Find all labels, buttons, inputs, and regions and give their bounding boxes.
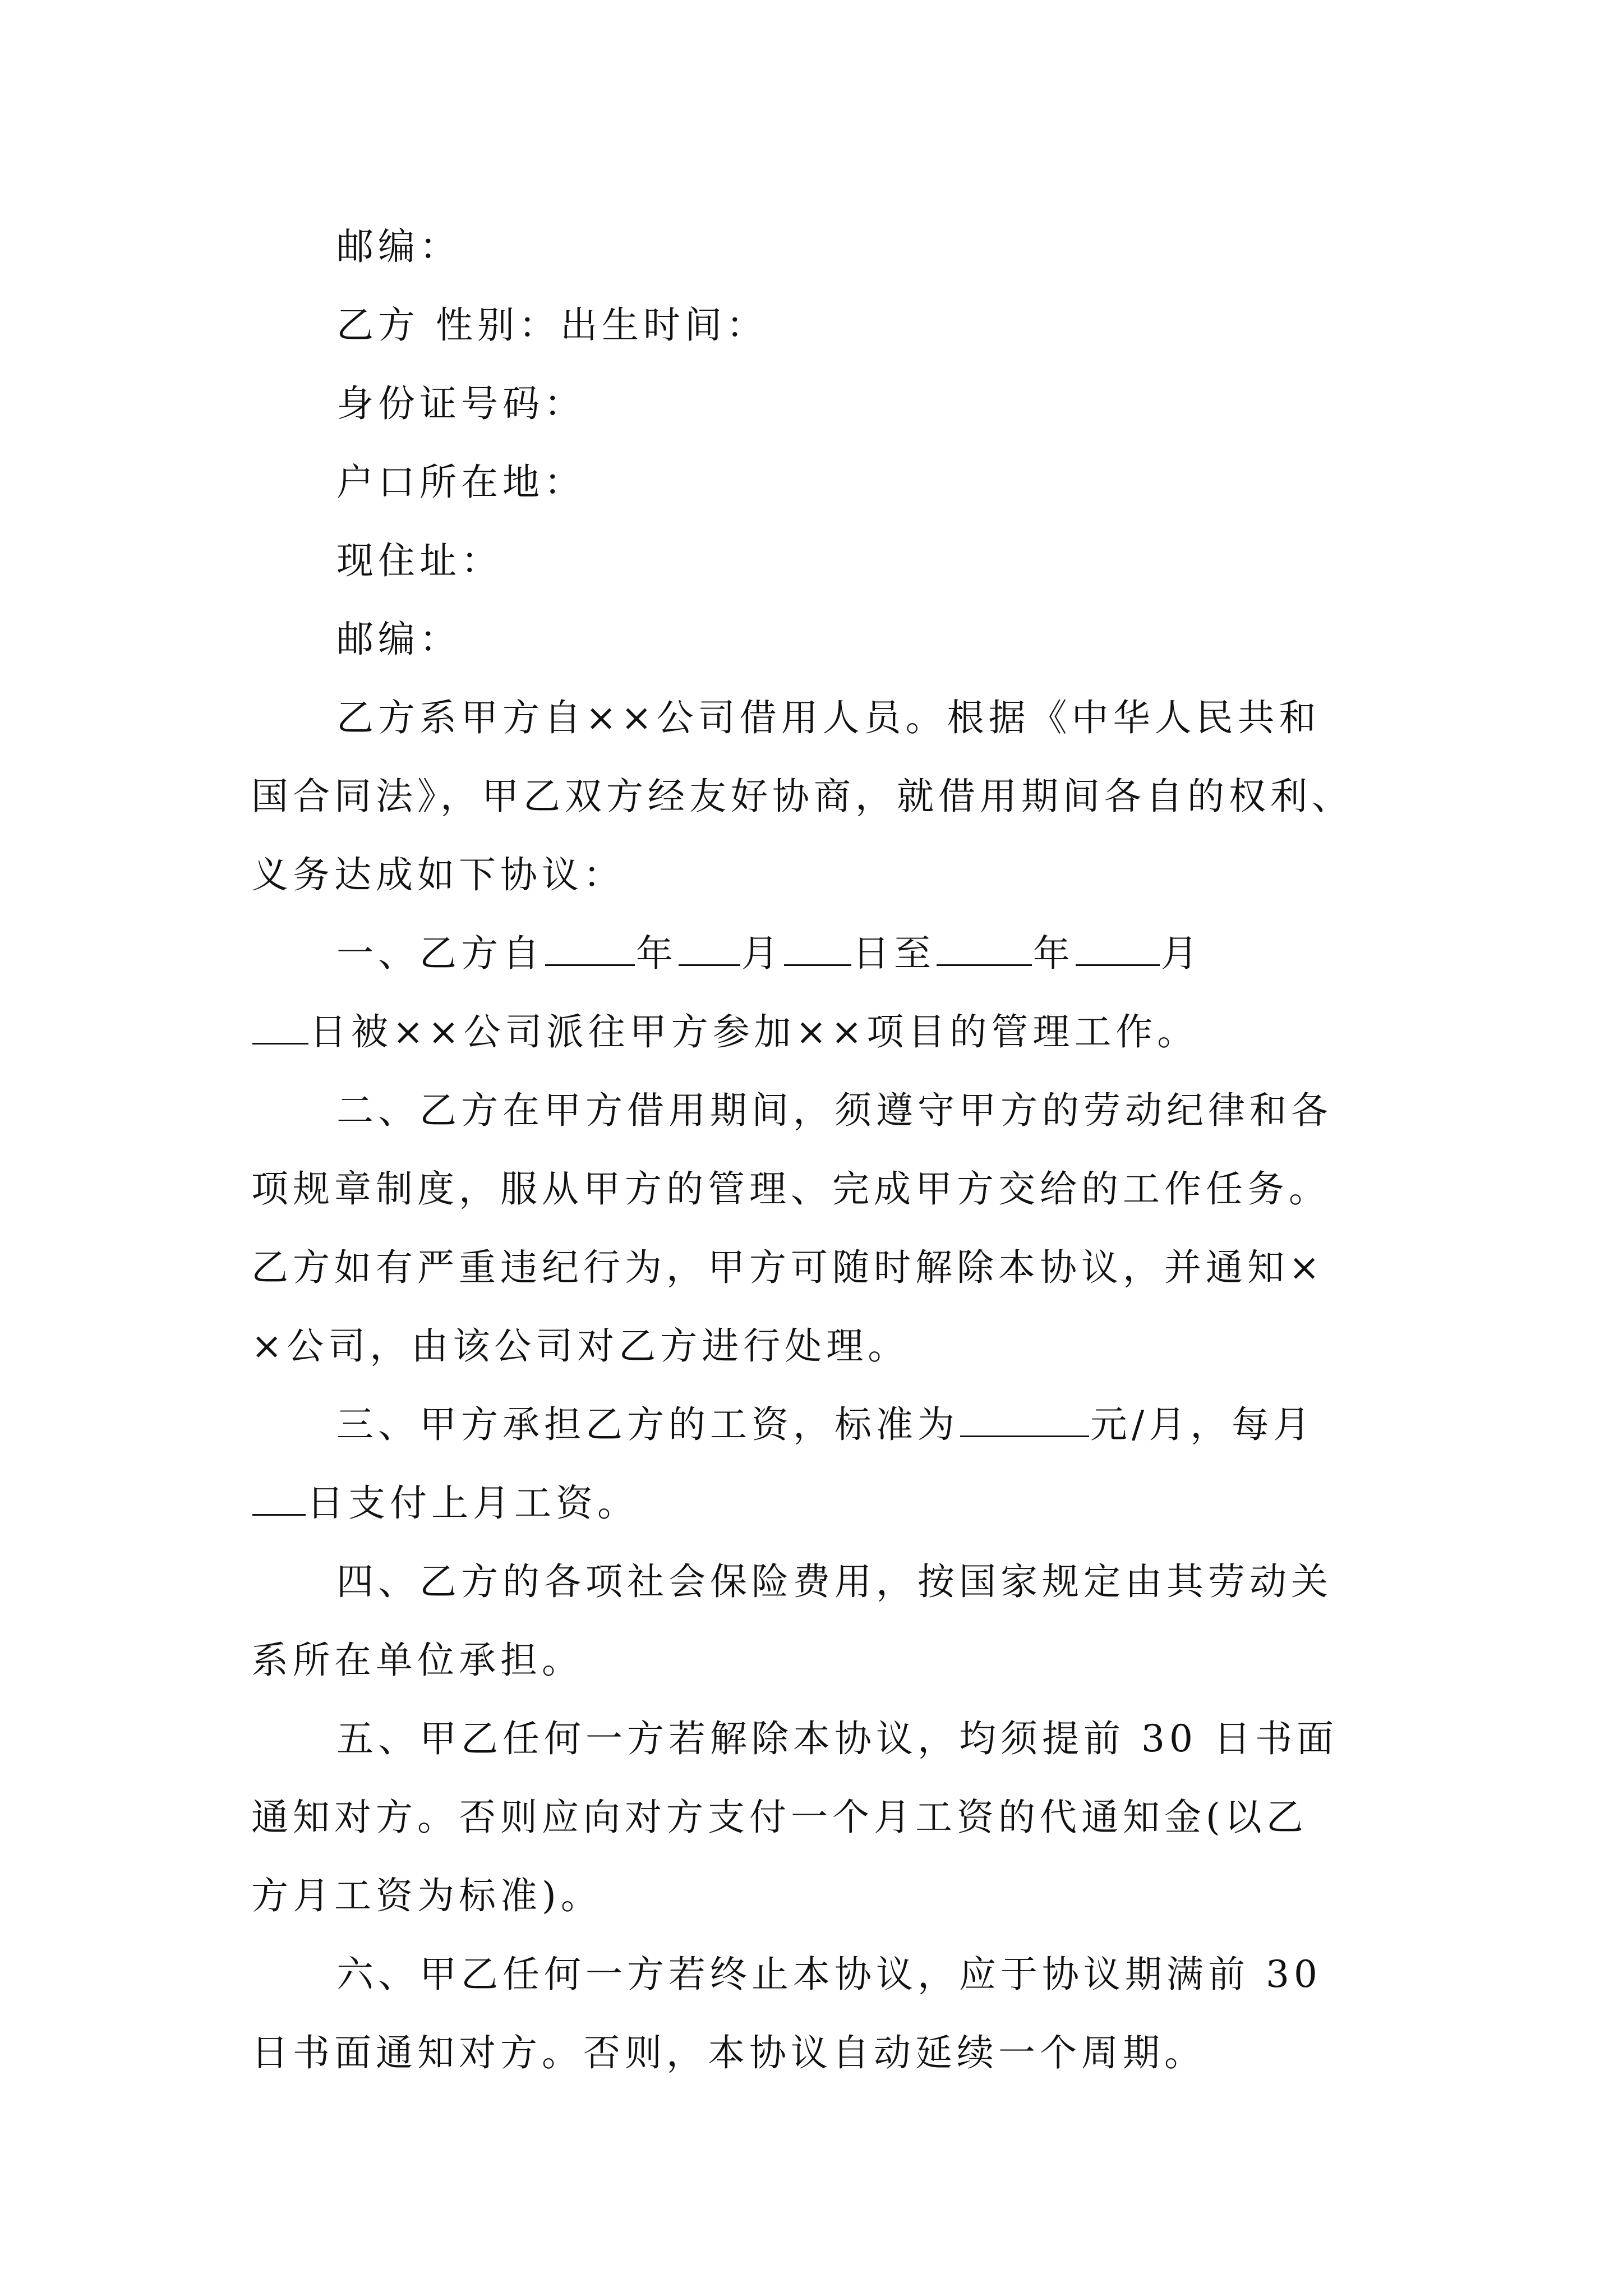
clause1-year1: 年 [636,932,677,975]
end-year-blank [937,932,1032,966]
start-year-blank [545,932,635,966]
clause6-line-2: 日书面通知对方。否则，本协议自动延续一个周期。 [251,2031,1206,2074]
end-month-blank [1076,932,1160,966]
clause3-line-1 [251,1386,1378,1464]
start-month-blank [679,932,740,966]
id-number-line: 身份证号码： [336,382,585,425]
clause1-line-1 [251,914,1378,993]
salary-blank [960,1403,1089,1437]
clause1-year2: 年 [1033,932,1075,975]
pay-day-blank [252,1481,306,1516]
postcode-a-line: 邮编： [336,225,461,268]
clause6-line-1: 六、甲乙任何一方若终止本协议，应于协议期满前 30 [336,1953,1322,1996]
clause2-line-3: 乙方如有严重违纪行为，甲方可随时解除本协议，并通知× [251,1246,1325,1289]
clause3-line-2 [251,1464,1378,1543]
hukou-line: 户口所在地： [336,461,585,504]
clause1-month2: 月 [1161,932,1202,975]
clause5-line-1: 五、甲乙任何一方若解除本协议，均须提前 30 日书面 [336,1717,1338,1760]
clause5-line-3: 方月工资为标准)。 [251,1874,602,1917]
clause1-line2-text: 日被××公司派往甲方参加××项目的管理工作。 [310,1010,1199,1053]
start-day-blank [784,932,851,966]
address-line: 现住址： [336,539,502,582]
clause2-line-1: 二、乙方在甲方借用期间，须遵守甲方的劳动纪律和各 [336,1089,1332,1132]
clause2-line-2: 项规章制度，服从甲方的管理、完成甲方交给的工作任务。 [251,1167,1330,1211]
agreement-body [251,208,1378,2092]
clause5-line-2: 通知对方。否则应向对方支付一个月工资的代通知金(以乙 [251,1796,1308,1839]
clause4-line-2: 系所在单位承担。 [251,1639,583,1682]
clause4-line-1: 四、乙方的各项社会保险费用，按国家规定由其劳动关 [336,1560,1332,1603]
intro-line-2: 国合同法》，甲乙双方经友好协商，就借用期间各自的权利、 [251,775,1353,818]
end-day-blank [252,1010,308,1045]
clause3-line2-text: 日支付上月工资。 [307,1481,639,1525]
intro-line-1: 乙方系甲方自××公司借用人员。根据《中华人民共和 [336,696,1321,739]
clause1-line-2 [251,993,1378,1071]
clause3-end: 元/月，每月 [1090,1403,1315,1446]
clause1-month1: 月 [741,932,783,975]
clause2-line-4: ×公司，由该公司对乙方进行处理。 [251,1324,910,1368]
intro-line-3: 义务达成如下协议： [251,853,625,896]
clause1-start: 一、乙方自 [336,932,544,975]
clause3-start: 三、甲方承担乙方的工资，标准为 [336,1403,959,1446]
postcode-b-line: 邮编： [336,618,461,661]
party-b-line: 乙方 性别：出生时间： [336,303,768,347]
clause1-day-to: 日至 [852,932,935,975]
